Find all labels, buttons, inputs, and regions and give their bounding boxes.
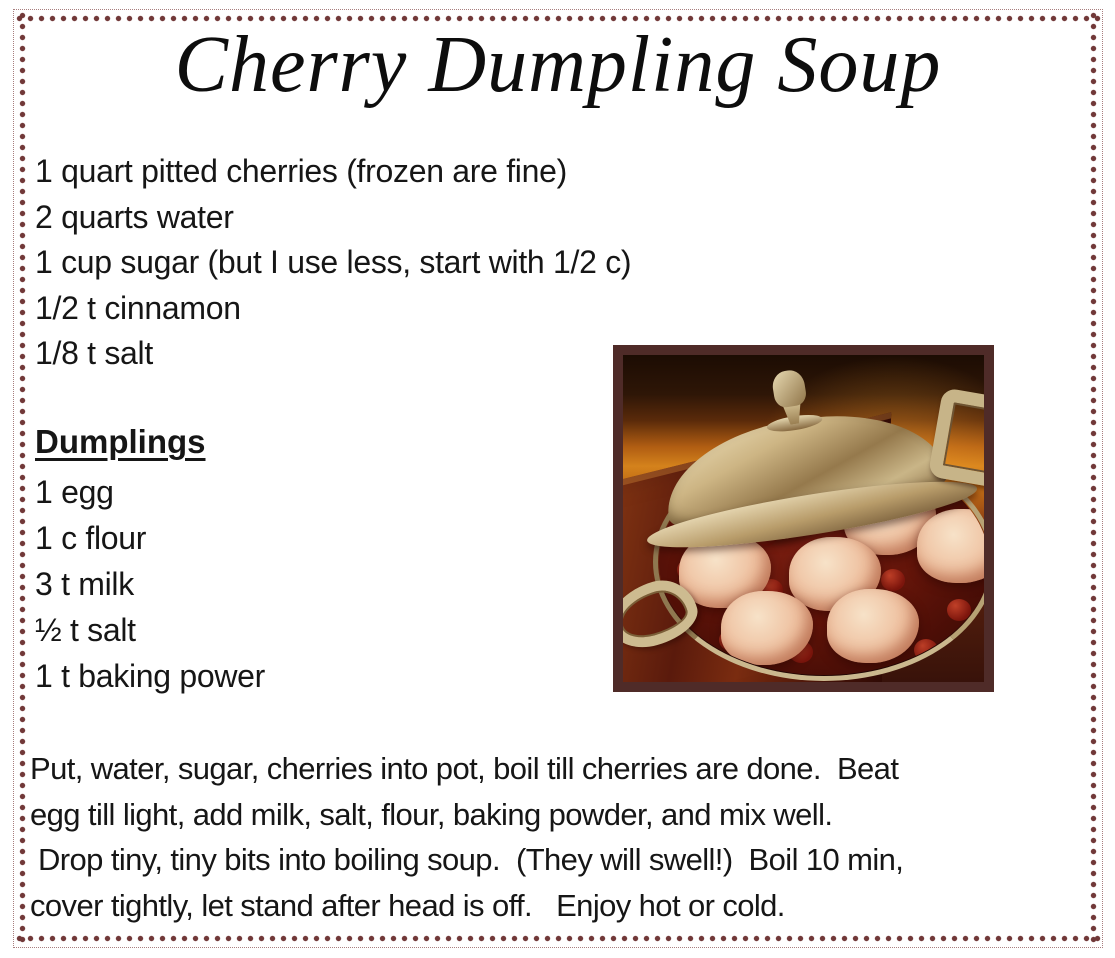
instructions-line: Put, water, sugar, cherries into pot, boil till cherries are done. Beat — [30, 751, 899, 786]
soup-photo — [613, 345, 994, 692]
ingredient-line: 1/8 t salt — [35, 335, 153, 371]
ingredient-line: 1 quart pitted cherries (frozen are fine) — [35, 153, 567, 189]
instructions-line: cover tightly, let stand after head is off. Enjoy hot or cold. — [30, 887, 785, 923]
dumpling-ingredient-line: ½ t salt — [35, 612, 136, 648]
dumpling — [827, 589, 919, 663]
ingredient-list — [35, 149, 631, 377]
dumpling-ingredient-line: 3 t milk — [35, 566, 134, 602]
recipe-title: Cherry Dumpling Soup — [174, 21, 942, 109]
dumplings-heading: Dumplings — [35, 423, 206, 460]
ingredient-line: 1 cup sugar (but I use less, start with 1/2 c) — [35, 244, 632, 280]
cherry — [914, 639, 938, 661]
dumpling-ingredient-line: 1 c flour — [35, 520, 147, 556]
instructions-line: egg till light, add milk, salt, flour, baking powder, and mix well. — [30, 796, 833, 832]
instructions-line: Drop tiny, tiny bits into boiling soup. (They will swell!) Boil 10 min, — [30, 842, 904, 877]
ingredient-line: 2 quarts water — [35, 198, 234, 235]
cherry — [947, 599, 971, 621]
dumpling-ingredient-line: 1 t baking power — [35, 658, 266, 694]
dumpling-ingredient-list — [35, 469, 265, 699]
ingredient-line: 1/2 t cinnamon — [35, 289, 241, 326]
instructions-paragraph — [30, 746, 1090, 928]
recipe-card — [13, 9, 1103, 948]
dumpling-ingredient-line: 1 egg — [35, 474, 114, 510]
cherry — [881, 569, 905, 591]
